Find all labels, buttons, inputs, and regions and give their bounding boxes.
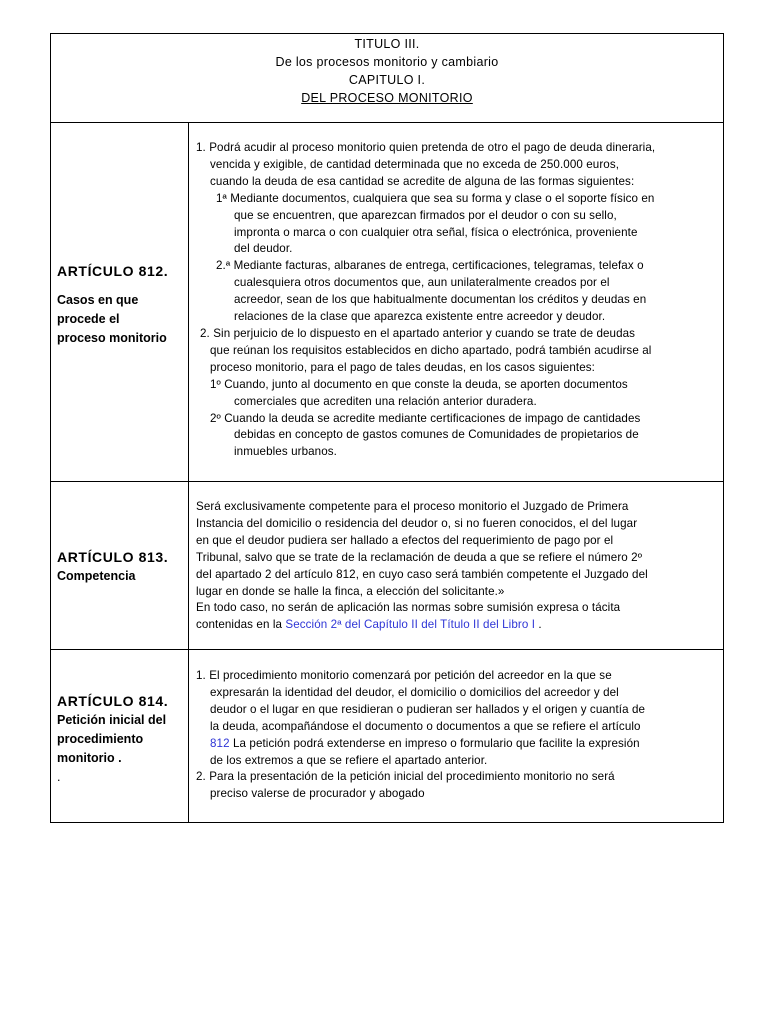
article-813-heading — [51, 482, 189, 649]
article-814-row — [51, 649, 723, 822]
law-table — [50, 33, 724, 823]
text-line: relaciones de la clase que aparezca existente entre acreedor y deudor. — [234, 310, 606, 324]
article-813-label: ARTÍCULO 813. — [57, 548, 169, 565]
title: TITULO III. — [354, 37, 420, 51]
text-line: que se encuentren, que aparezcan firmados por el deudor o con su sello, — [234, 208, 617, 222]
text-line: del deudor. — [234, 242, 293, 256]
article-812-sub2: procede el — [57, 312, 120, 326]
text-line: cualesquiera otros documentos que, aun unilateralmente creados por el — [234, 276, 610, 290]
text-line: 1. Podrá acudir al proceso monitorio quien pretenda de otro el pago de deuda dineraria, — [196, 141, 656, 154]
text-line: En todo caso, no serán de aplicación las normas sobre sumisión expresa o tácita — [196, 601, 621, 615]
text-line: Será exclusivamente competente para el proceso monitorio el Juzgado de Primera — [196, 500, 629, 513]
text-line: 2.ª Mediante facturas, albaranes de entrega, certificaciones, telegramas, telefax o — [216, 259, 644, 273]
article-814-heading — [51, 650, 189, 822]
text-line: impronta o marca o con cualquier otra señal, física o electrónica, proveniente — [234, 225, 638, 239]
text-line: 2º Cuando la deuda se acredite mediante certificaciones de impago de cantidades — [210, 411, 641, 425]
article-812-row — [51, 122, 723, 481]
text-line: 1. El procedimiento monitorio comenzará por petición del acreedor en la que se — [196, 669, 612, 682]
article-812-label: ARTÍCULO 812. — [57, 263, 169, 279]
text-line — [196, 736, 719, 753]
text-fragment: contenidas en la — [196, 618, 286, 632]
text-line: comerciales que acrediten una relación anterior duradera. — [234, 394, 537, 408]
chapter: CAPITULO I. — [348, 73, 426, 87]
text-line: expresarán la identidad del deudor, el domicilio o domicilios del acreedor y del — [210, 685, 619, 699]
article-814-sub4: . — [57, 769, 61, 784]
text-line: 1ª Mediante documentos, cualquiera que sea su forma y clase o el soporte físico en — [216, 191, 655, 205]
text-line: 2. Sin perjuicio de lo dispuesto en el apartado anterior y cuando se trate de deudas — [200, 326, 636, 340]
article-814-sub2: procedimiento — [57, 731, 144, 746]
text-line: del apartado 2 del artículo 812, en cuyo caso será también competente el Juzgado del — [196, 567, 648, 581]
article-812-sub1: Casos en que — [57, 293, 139, 307]
article-812-sub3: proceso monitorio — [57, 331, 167, 345]
text-line: en que el deudor pudiera ser hallado a efectos del requerimiento de pago por el — [196, 533, 614, 547]
section-link[interactable]: Sección 2ª del Capítulo II del Título II del Libro I — [285, 618, 536, 632]
article-813-sub1: Competencia — [57, 568, 136, 583]
text-line: 2. Para la presentación de la petición inicial del procedimiento monitorio no será — [196, 770, 615, 784]
article-814-sub3: monitorio . — [57, 750, 122, 765]
article-812-link[interactable]: 812 — [210, 736, 230, 750]
text-line: vencida y exigible, de cantidad determinada que no exceda de 250.000 euros, — [210, 157, 620, 171]
text-line: 1º Cuando, junto al documento en que conste la deuda, se aporten documentos — [210, 377, 628, 391]
text-line: de los extremos a que se refiere el apartado anterior. — [210, 753, 488, 767]
article-814-sub1: Petición inicial del — [57, 712, 167, 727]
text-line: Instancia del domicilio o residencia del deudor o, si no fueren conocidos, el del lugar — [196, 516, 638, 530]
text-line: la deuda, acompañándose el documento o documentos a que se refiere el artículo — [210, 719, 641, 733]
chapter-title: DEL PROCESO MONITORIO — [301, 91, 473, 105]
text-line: proceso monitorio, para el pago de tales deudas, en los casos siguientes: — [210, 360, 595, 374]
article-813-row — [51, 481, 723, 649]
text-line: preciso valerse de procurador y abogado — [210, 787, 425, 801]
text-line: acreedor, sean de los que habitualmente documentan los créditos y deudas en — [234, 293, 647, 307]
text-line: que reúnan los requisitos establecidos en dicho apartado, podrá también acudirse al — [210, 343, 652, 357]
text-line: Tribunal, salvo que se trate de la reclamación de deuda a que se refiere el número 2º — [196, 550, 643, 564]
text-line: inmuebles urbanos. — [234, 445, 337, 459]
text-line: debidas en concepto de gastos comunes de Comunidades de propietarios de — [234, 428, 639, 442]
article-812-text — [189, 123, 723, 481]
text-line: cuando la deuda de esa cantidad se acredite de alguna de las formas siguientes: — [210, 174, 635, 188]
text-fragment: La petición podrá extenderse en impreso o formulario que facilite la expresión — [229, 736, 640, 750]
table-header — [51, 34, 723, 122]
subtitle: De los procesos monitorio y cambiario — [275, 55, 499, 69]
text-fragment: . — [535, 618, 542, 632]
article-814-label: ARTÍCULO 814. — [57, 692, 169, 709]
text-line: deudor o el lugar en que residieran o pudieran ser hallados y el origen y cuantía de — [210, 702, 646, 716]
text-line — [196, 617, 719, 634]
article-812-heading — [51, 123, 189, 481]
article-813-text — [189, 482, 723, 649]
text-line: lugar en donde se halle la finca, a elección del solicitante.» — [196, 584, 505, 598]
article-814-text — [189, 650, 723, 822]
